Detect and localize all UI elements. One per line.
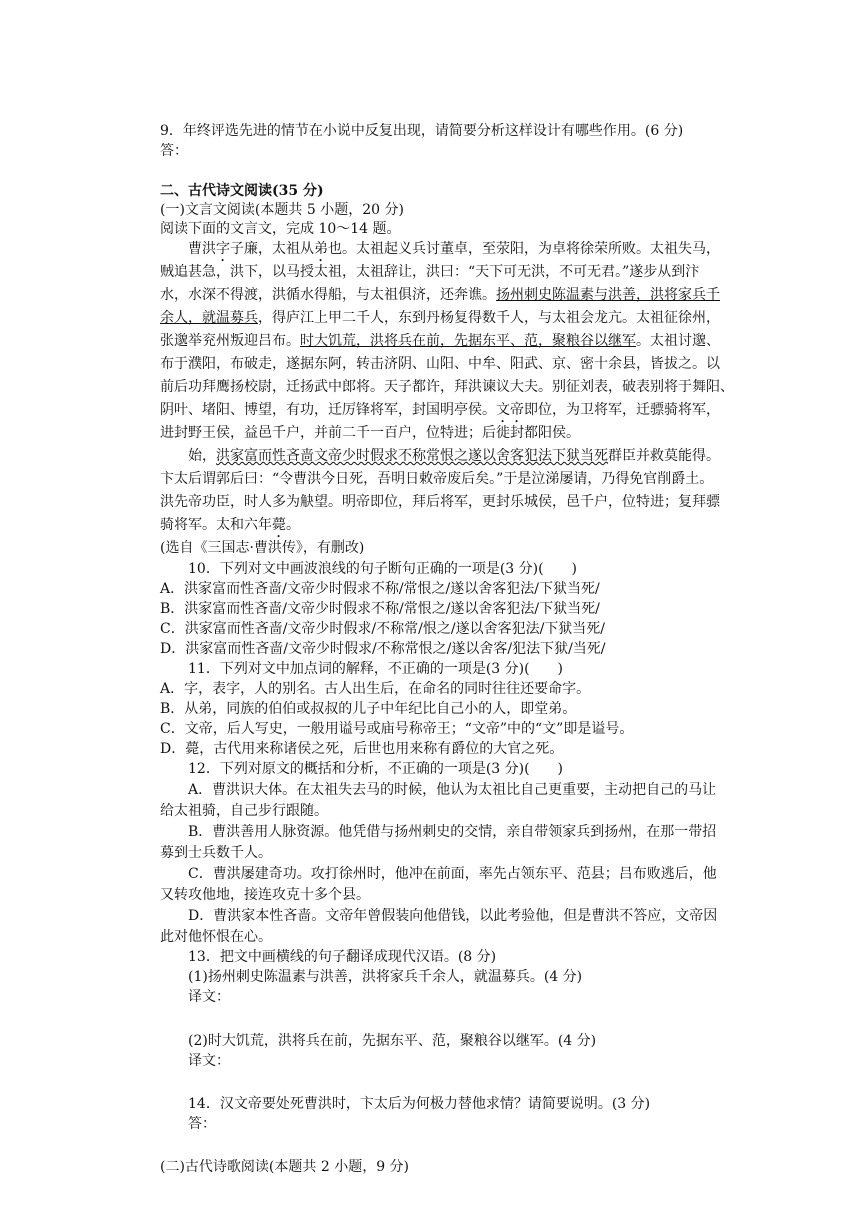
passage-line: 贼追甚急，洪下，以马授太祖，太祖辞让，洪曰：“天下可无洪，不可无君。”遂步从到汴 (160, 264, 700, 280)
wavy-sentence: 洪家富而性吝啬文帝少时假求不称常恨之遂以舍客犯法下狱当死 (216, 448, 608, 464)
passage-line: 进封野王侯，益邑千户，并前二千一百户，位特进；后徙封都阳侯。 (160, 425, 580, 441)
option-b-cont: 募到士兵数千人。 (160, 845, 272, 861)
passage-line: 卞太后谓郭后曰：“令曹洪今日死，吾明日敕帝废后矣。”于是泣涕屡请，乃得免官削爵土。 (160, 471, 714, 487)
option-d: D．薨，古代用来称诸侯之死，后世也用来称有爵位的大官之死。 (160, 741, 564, 757)
question-11: 11．下列对文中加点词的解释，不正确的一项是(3 分)( ) (188, 661, 564, 677)
instruction: 阅读下面的文言文，完成 10～14 题。 (160, 221, 401, 237)
option-d: D．曹洪家本性吝啬。文帝年曾假装向他借钱，以此考验他，但是曹洪不答应，文帝因 (188, 908, 718, 924)
option-a-cont: 给太祖骑，自己步行跟随。 (160, 803, 328, 819)
option-c: C．洪家富而性吝啬/文帝少时假求/不称常/恨之/遂以舍客犯法/下狱当死/ (160, 621, 606, 637)
translation-label: 译文： (188, 1053, 230, 1069)
sub-question-2: (2)时大饥荒，洪将兵在前，先据东平、范，聚粮谷以继军。(4 分) (188, 1033, 597, 1049)
passage-line: 阴叶、堵阳、博望，有功，迁厉锋将军，封国明亭侯。文帝即位，为卫将军，迁骠骑将军， (160, 402, 720, 418)
translation-label: 译文： (188, 989, 230, 1005)
answer-label: 答： (188, 1116, 216, 1132)
passage-line: 前后功拜鹰扬校尉，迁扬武中郎将。天子都许，拜洪谏议大夫。别征刘表，破表别将于舞阳、 (160, 379, 734, 395)
dotted-word: 文帝 (496, 402, 524, 418)
passage-line: 张邈举兖州叛迎吕布。时大饥荒，洪将兵在前，先据东平、范，聚粮谷以继军。太祖讨邈、 (160, 333, 720, 349)
option-b: B．从弟，同族的伯伯或叔叔的儿子中年纪比自己小的人，即堂弟。 (160, 701, 577, 717)
passage-source: (选自《三国志·曹洪传》，有删改) (160, 540, 365, 556)
option-d-cont: 此对他怀恨在心。 (160, 929, 272, 945)
subsection-title: (一)文言文阅读(本题共 5 小题，20 分) (160, 202, 404, 218)
passage-line: 布于濮阳，布破走，遂据东阿，转击济阴、山阳、中牟、阳武、京、密十余县，皆拔之。以 (160, 356, 720, 372)
underlined-sentence: 扬州刺史陈温素与洪善，洪将家兵千 (496, 287, 720, 303)
option-b: B．洪家富而性吝啬/文帝少时假求不称/常恨之/遂以舍客犯法/下狱当死/ (160, 601, 600, 617)
dotted-word: 弟 (314, 241, 328, 257)
option-c-cont: 又转攻他地，接连攻克十多个县。 (160, 887, 370, 903)
passage-line: 曹洪字子廉，太祖从弟也。太祖起义兵讨董卓，至荥阳，为卓将徐荣所败。太祖失马， (188, 241, 720, 257)
question-14: 14．汉文帝要处死曹洪时，卞太后为何极力替他求情？请简要说明。(3 分) (188, 1096, 651, 1112)
option-d: D．洪家富而性吝啬/文帝少时假求/不称常恨之/遂以舍客/犯法下狱/当死/ (160, 641, 606, 657)
sub-question-1: (1)扬州刺史陈温素与洪善，洪将家兵千余人，就温募兵。(4 分) (188, 969, 583, 985)
question-13: 13．把文中画横线的句子翻译成现代汉语。(8 分) (188, 949, 497, 965)
option-b: B．曹洪善用人脉资源。他凭借与扬州刺史的交情，亲自带领家兵到扬州，在那一带招 (188, 824, 717, 840)
dotted-word: 薨 (272, 517, 286, 533)
passage-line: 始，洪家富而性吝啬文帝少时假求不称常恨之遂以舍客犯法下狱当死群臣并救莫能得。 (188, 448, 720, 464)
passage-line: 洪先帝功臣，时人多为觖望。明帝即位，拜后将军，更封乐城侯，邑千户，位特进；复拜骠 (160, 494, 720, 510)
passage-line: 水，水深不得渡，洪循水得船，与太祖俱济，还奔谯。扬州刺史陈温素与洪善，洪将家兵千 (160, 287, 720, 303)
underlined-sentence: 余人，就温募兵 (160, 310, 258, 326)
option-a: A．洪家富而性吝啬/文帝少时假求不称/常恨之/遂以舍客犯法/下狱当死/ (160, 581, 600, 597)
option-a: A．曹洪识大体。在太祖失去马的时候，他认为太祖比自己更重要，主动把自己的马让 (188, 782, 717, 798)
dotted-word: 字 (216, 241, 230, 257)
option-c: C．曹洪屡建奇功。攻打徐州时，他冲在前面，率先占领东平、范县；吕布败逃后，他 (188, 866, 717, 882)
option-c: C．文帝，后人写史，一般用谥号或庙号称帝王；“文帝”中的“文”即是谥号。 (160, 721, 634, 737)
subsection-title: (二)古代诗歌阅读(本题共 2 小题，9 分) (160, 1159, 410, 1175)
passage-line: 骑将军。太和六年薨。 (160, 517, 300, 533)
section-title: 二、古代诗文阅读(35 分) (160, 183, 324, 199)
question-9: 9．年终评选先进的情节在小说中反复出现，请简要分析这样设计有哪些作用。(6 分) (160, 123, 684, 139)
passage-line: 余人，就温募兵，得庐江上甲二千人，东到丹杨复得数千人，与太祖会龙亢。太祖征徐州， (160, 310, 720, 326)
question-10: 10．下列对文中画波浪线的句子断句正确的一项是(3 分)( ) (188, 561, 578, 577)
option-a: A．字，表字，人的别名。古人出生后，在命名的同时往往还要命字。 (160, 681, 591, 697)
question-12: 12．下列对原文的概括和分析，不正确的一项是(3 分)( ) (188, 761, 564, 777)
answer-label: 答： (160, 143, 188, 159)
underlined-sentence: 时大饥荒，洪将兵在前，先据东平、范，聚粮谷以继军 (300, 333, 636, 349)
